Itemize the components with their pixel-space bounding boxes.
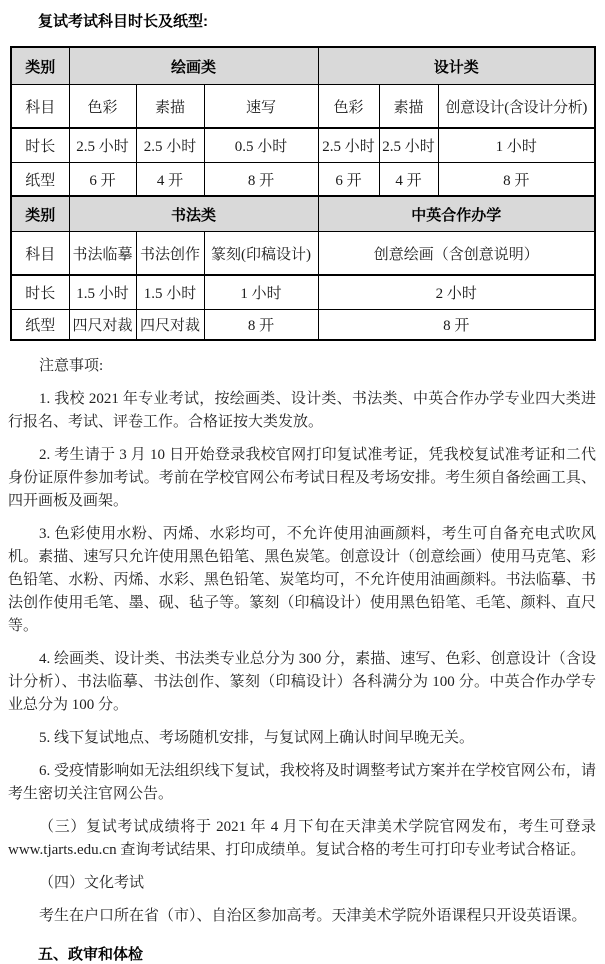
note-item-3: 3. 色彩使用水粉、丙烯、水彩均可，不允许使用油画颜料，考生可自备充电式吹风机。素描、速写只允许使用黑色铅笔、黑色炭笔。创意设计（创意绘画）使用马克笔、彩色铅笔、水粉、丙烯、水彩、黑色铅笔、炭笔均可，不允许使用油画颜料。书法临摹、书法创作使用毛笔、墨、砚、毡子等。篆刻（印稿设计）使用黑色铅笔、毛笔、颜料、直尺等。 [8,526,596,634]
cell-paper-label: 纸型 [11,163,69,197]
table-cell: 2.5 小时 [318,128,379,163]
table-cell: 素描 [379,85,438,129]
note-item-2: 2. 考生请于 3 月 10 日开始登录我校官网打印复试准考证，凭我校复试准考证和二代身份证原件参加考试。考前在学校官网公布考试日程及考场安排。考生须自备绘画工具、四开画板及画架。 [8,447,596,509]
table-cell: 4 开 [136,163,204,197]
table-row-category-1 [11,47,595,85]
table-cell: 1 小时 [204,275,318,310]
table-cell: 篆刻(印稿设计) [204,232,318,276]
table-cell: 2.5 小时 [69,128,136,163]
table-cell: 8 开 [318,310,595,341]
table-cell: 0.5 小时 [204,128,318,163]
cell-category-label: 类别 [11,196,69,232]
table-cell: 色彩 [69,85,136,129]
section-culture-exam-body: 考生在户口所在省（市）、自治区参加高考。天津美术学院外语课程只开设英语课。 [39,908,587,924]
section-heading-review-physical: 五、政审和体检 [38,946,144,963]
cell-paper-label: 纸型 [11,310,69,341]
table-cell: 素描 [136,85,204,129]
cell-category-label: 类别 [11,47,69,85]
notes-heading: 注意事项: [39,358,104,374]
table-cell: 8 开 [204,310,318,341]
cell-category-sino-british: 中英合作办学 [318,196,595,232]
note-item-4: 4. 绘画类、设计类、书法类专业总分为 300 分，素描、速写、色彩、创意设计（含设计分析）、书法临摹、书法创作、篆刻（印稿设计）各科满分为 100 分。中英合作办学专业总分为 100 分。 [8,651,596,713]
cell-duration-label: 时长 [11,275,69,310]
table-row-paper-2 [11,310,595,341]
cell-category-design: 设计类 [318,47,595,85]
table-cell: 8 开 [204,163,318,197]
cell-category-calligraphy: 书法类 [69,196,318,232]
table-cell: 色彩 [318,85,379,129]
table-cell: 四尺对裁 [136,310,204,341]
table-row-subjects-2 [11,232,595,276]
note-item-1: 1. 我校 2021 年专业考试，按绘画类、设计类、书法类、中英合作办学专业四大类进行报名、考试、评卷工作。合格证按大类发放。 [8,391,596,430]
table-cell: 4 开 [379,163,438,197]
table-cell: 1.5 小时 [136,275,204,310]
table-cell: 6 开 [318,163,379,197]
table-cell: 1.5 小时 [69,275,136,310]
table-cell: 8 开 [438,163,595,197]
table-cell: 创意绘画（含创意说明） [318,232,595,276]
section-result-release: （三）复试考试成绩将于 2021 年 4 月下旬在天津美术学院官网发布，考生可登录 www.tjarts.edu.cn 查询考试结果、打印成绩单。复试合格的考生可打印专业考试合格证。 [8,819,596,858]
table-cell: 2 小时 [318,275,595,310]
table-row-paper-1 [11,163,595,197]
cell-subject-label: 科目 [11,85,69,129]
table-row-subjects-1 [11,85,595,129]
table-cell: 1 小时 [438,128,595,163]
table-cell: 四尺对裁 [69,310,136,341]
note-item-6: 6. 受疫情影响如无法组织线下复试，我校将及时调整考试方案并在学校官网公布，请考生密切关注官网公告。 [8,763,596,802]
table-row-duration-1 [11,128,595,163]
table-cell: 书法创作 [136,232,204,276]
cell-duration-label: 时长 [11,128,69,163]
cell-subject-label: 科目 [11,232,69,276]
table-cell: 创意设计(含设计分析) [438,85,595,129]
table-cell: 2.5 小时 [379,128,438,163]
exam-schedule-table [10,46,596,341]
table-cell: 2.5 小时 [136,128,204,163]
section-culture-exam-heading: （四）文化考试 [39,875,145,891]
table-row-category-2 [11,196,595,232]
table-cell: 速写 [204,85,318,129]
table-row-duration-2 [11,275,595,310]
table-cell: 书法临摹 [69,232,136,276]
note-item-5: 5. 线下复试地点、考场随机安排，与复试网上确认时间早晚无关。 [39,730,475,746]
table-cell: 6 开 [69,163,136,197]
cell-category-painting: 绘画类 [69,47,318,85]
page-title: 复试考试科目时长及纸型: [38,13,208,30]
